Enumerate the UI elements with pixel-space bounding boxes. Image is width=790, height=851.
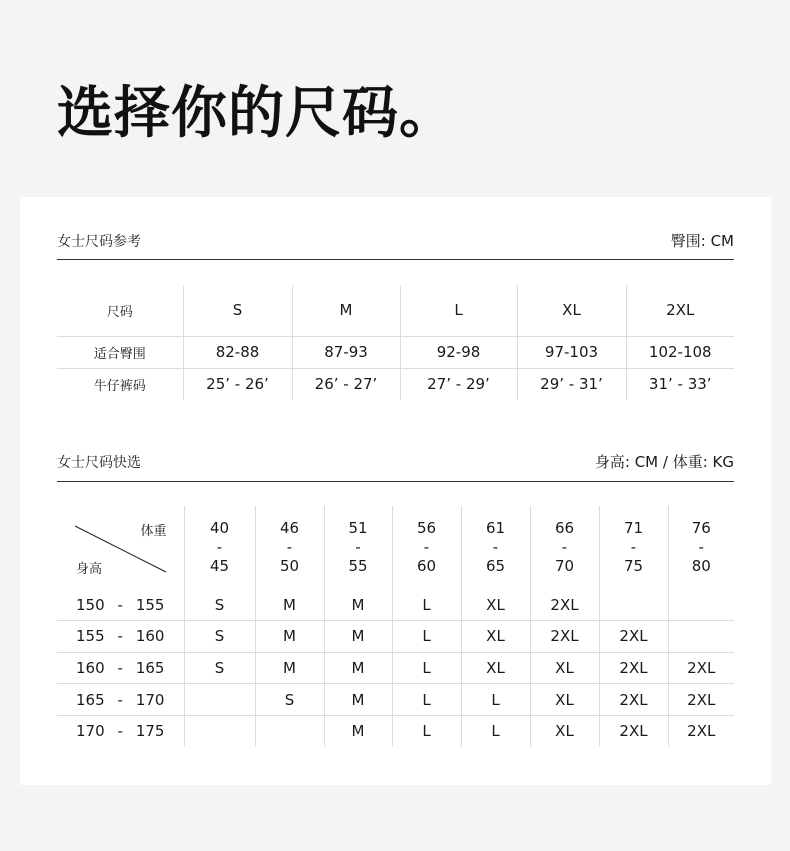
table-row bbox=[57, 621, 734, 653]
weight-low: 76 bbox=[691, 519, 711, 537]
size-header-s: S bbox=[183, 285, 292, 336]
section1-divider bbox=[57, 259, 734, 260]
height-from: 170 bbox=[76, 722, 105, 741]
table-cell: M bbox=[324, 589, 392, 621]
table-cell: L bbox=[392, 621, 461, 653]
section2-title: 女士尺码快选 bbox=[57, 455, 141, 471]
height-sep: - bbox=[117, 722, 123, 741]
row-label: 适合臀围 bbox=[57, 336, 183, 368]
height-from: 155 bbox=[76, 627, 105, 646]
height-label: 身高 bbox=[76, 562, 103, 577]
weight-low: 46 bbox=[279, 519, 300, 537]
weight-header bbox=[255, 506, 324, 589]
table-cell: S bbox=[184, 621, 255, 653]
weight-high: 45 bbox=[209, 557, 230, 575]
size-header-xl: XL bbox=[517, 285, 626, 336]
table-cell: 31’ - 33’ bbox=[626, 368, 734, 400]
table-cell: M bbox=[324, 684, 392, 716]
table-cell: M bbox=[324, 652, 392, 684]
weight-high: 55 bbox=[348, 557, 368, 575]
height-to: 175 bbox=[135, 722, 165, 741]
weight-low: 61 bbox=[485, 519, 506, 537]
weight-dash: - bbox=[492, 538, 499, 556]
height-from: 160 bbox=[76, 658, 105, 677]
weight-low: 40 bbox=[209, 519, 230, 537]
table-cell: L bbox=[461, 715, 530, 747]
table-cell: XL bbox=[530, 684, 599, 716]
table-cell: L bbox=[392, 589, 461, 621]
weight-header bbox=[324, 506, 392, 589]
quick-size-table bbox=[57, 506, 734, 747]
row-label: 牛仔裤码 bbox=[93, 378, 146, 394]
table-cell: 2XL bbox=[599, 715, 668, 747]
size-header-l: L bbox=[400, 285, 517, 336]
table-row bbox=[57, 336, 734, 368]
height-sep: - bbox=[117, 595, 123, 614]
weight-label: 体重 bbox=[140, 524, 167, 539]
table-cell: 2XL bbox=[530, 589, 599, 621]
table-cell: XL bbox=[530, 652, 599, 684]
table-cell: XL bbox=[461, 589, 530, 621]
page-title: 选择你的尺码。 bbox=[57, 81, 456, 146]
weight-dash: - bbox=[216, 538, 223, 556]
section2-unit: 身高: CM / 体重: KG bbox=[594, 453, 734, 471]
weight-header bbox=[461, 506, 530, 589]
weight-low: 71 bbox=[623, 519, 644, 537]
height-to: 165 bbox=[135, 658, 165, 677]
table-cell: M bbox=[255, 652, 324, 684]
weight-dash: - bbox=[286, 538, 293, 556]
weight-header bbox=[530, 506, 599, 589]
table-cell: M bbox=[255, 589, 324, 621]
table-cell: 102-108 bbox=[626, 336, 734, 368]
table-cell: M bbox=[255, 621, 324, 653]
table-cell: L bbox=[392, 684, 461, 716]
table-cell: L bbox=[461, 684, 530, 716]
height-range bbox=[57, 684, 184, 716]
table-cell: 2XL bbox=[668, 652, 734, 684]
weight-header bbox=[184, 506, 255, 589]
height-from: 150 bbox=[76, 595, 105, 614]
table-row bbox=[57, 368, 734, 400]
header-label: 尺码 bbox=[57, 285, 183, 336]
height-from: 165 bbox=[76, 690, 105, 709]
table-header-row bbox=[57, 506, 734, 589]
weight-high: 65 bbox=[485, 557, 506, 575]
table-cell: M bbox=[324, 621, 392, 653]
table-cell bbox=[255, 715, 324, 747]
table-cell: 2XL bbox=[668, 684, 734, 716]
section2-divider bbox=[57, 481, 734, 482]
table-cell: 29’ - 31’ bbox=[517, 368, 626, 400]
table-cell: XL bbox=[461, 652, 530, 684]
table-row bbox=[57, 652, 734, 684]
table-cell bbox=[184, 715, 255, 747]
table-cell bbox=[668, 621, 734, 653]
weight-dash: - bbox=[355, 538, 361, 556]
table-cell: M bbox=[324, 715, 392, 747]
table-cell: 2XL bbox=[668, 715, 734, 747]
weight-high: 60 bbox=[416, 557, 437, 575]
height-to: 155 bbox=[135, 595, 165, 614]
height-range bbox=[57, 652, 184, 684]
table-row bbox=[57, 589, 734, 621]
height-to: 170 bbox=[135, 690, 165, 709]
section2-header bbox=[57, 450, 734, 472]
section1-unit: 臀围: CM bbox=[670, 232, 734, 250]
table-cell: L bbox=[392, 652, 461, 684]
table-cell: 87-93 bbox=[292, 336, 400, 368]
table-row bbox=[57, 715, 734, 747]
table-cell: 2XL bbox=[599, 652, 668, 684]
weight-dash: - bbox=[698, 538, 704, 556]
section1-header bbox=[57, 229, 734, 251]
table-row bbox=[57, 684, 734, 716]
table-cell: XL bbox=[530, 715, 599, 747]
height-range bbox=[57, 621, 184, 653]
table-cell: 26’ - 27’ bbox=[292, 368, 400, 400]
table-cell bbox=[668, 589, 734, 621]
table-cell: 25’ - 26’ bbox=[183, 368, 292, 400]
table-cell: 27’ - 29’ bbox=[400, 368, 517, 400]
size-header-2xl: 2XL bbox=[626, 285, 734, 336]
weight-dash: - bbox=[423, 538, 430, 556]
table-cell bbox=[184, 684, 255, 716]
table-cell: 97-103 bbox=[517, 336, 626, 368]
size-guide-card bbox=[20, 197, 771, 785]
weight-header bbox=[668, 506, 734, 589]
table-cell: XL bbox=[461, 621, 530, 653]
height-to: 160 bbox=[135, 627, 165, 646]
height-sep: - bbox=[117, 658, 123, 677]
height-range bbox=[57, 589, 184, 621]
size-header-m: M bbox=[292, 285, 400, 336]
table-cell: 2XL bbox=[530, 621, 599, 653]
weight-high: 75 bbox=[623, 557, 644, 575]
table-cell: 82-88 bbox=[183, 336, 292, 368]
hip-size-table bbox=[57, 285, 734, 400]
table-cell: S bbox=[255, 684, 324, 716]
weight-low: 66 bbox=[554, 519, 575, 537]
height-sep: - bbox=[117, 690, 123, 709]
corner-cell bbox=[57, 506, 184, 589]
table-cell: 92-98 bbox=[400, 336, 517, 368]
table-cell: S bbox=[184, 589, 255, 621]
table-cell: 2XL bbox=[599, 684, 668, 716]
weight-low: 56 bbox=[416, 519, 437, 537]
weight-dash: - bbox=[561, 538, 568, 556]
weight-high: 50 bbox=[279, 557, 300, 575]
height-range bbox=[57, 715, 184, 747]
weight-dash: - bbox=[630, 538, 637, 556]
height-sep: - bbox=[117, 627, 123, 646]
section1-title: 女士尺码参考 bbox=[57, 234, 141, 250]
table-cell: S bbox=[184, 652, 255, 684]
weight-high: 80 bbox=[691, 557, 711, 575]
weight-low: 51 bbox=[348, 519, 368, 537]
weight-header bbox=[599, 506, 668, 589]
weight-header bbox=[392, 506, 461, 589]
weight-high: 70 bbox=[554, 557, 575, 575]
table-cell: 2XL bbox=[599, 621, 668, 653]
table-cell: L bbox=[392, 715, 461, 747]
table-header-row bbox=[57, 285, 734, 336]
table-cell bbox=[599, 589, 668, 621]
